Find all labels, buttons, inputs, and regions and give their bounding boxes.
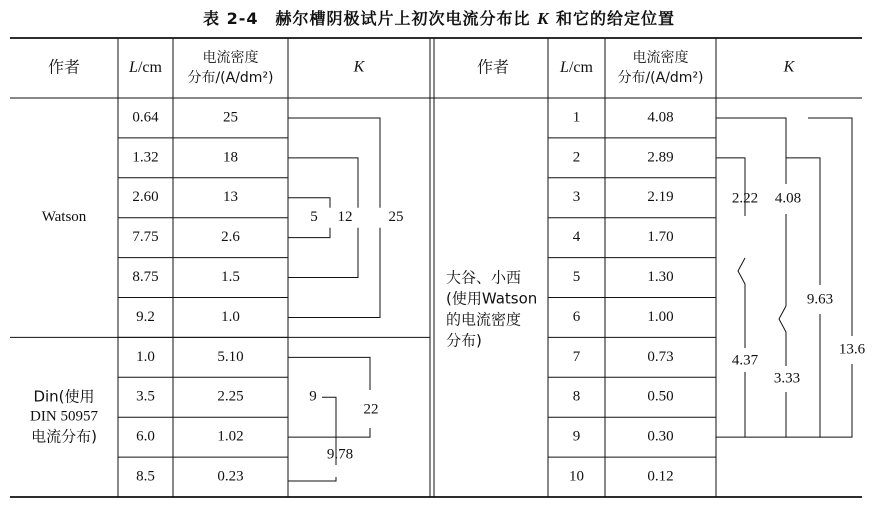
k-label: 9 bbox=[309, 388, 317, 405]
length-value: 1.32 bbox=[132, 149, 159, 166]
author-name: Watson bbox=[41, 209, 87, 226]
k-label: 4.08 bbox=[774, 190, 802, 207]
density-value: 2.19 bbox=[647, 189, 674, 206]
density-value: 1.5 bbox=[221, 268, 240, 285]
bracket-line bbox=[288, 228, 330, 238]
length-value: 2.60 bbox=[132, 189, 159, 206]
header-density-unit: 分布/(A/dm²) bbox=[617, 70, 704, 86]
length-value: 10 bbox=[569, 468, 584, 485]
length-value: 6 bbox=[572, 308, 581, 325]
k-label: 9.78 bbox=[326, 446, 354, 463]
density-value: 0.73 bbox=[647, 348, 674, 365]
header-length: L/cm bbox=[129, 58, 162, 76]
header-density: 电流密度 bbox=[202, 50, 259, 66]
bracket-line bbox=[288, 428, 370, 437]
density-value: 1.30 bbox=[647, 268, 674, 285]
density-value: 1.02 bbox=[217, 428, 244, 445]
k-label: 22 bbox=[363, 401, 379, 418]
header-k: K bbox=[783, 58, 795, 76]
density-value: 2.89 bbox=[647, 149, 674, 166]
density-value: 1.0 bbox=[221, 308, 240, 325]
bracket-line bbox=[779, 214, 786, 366]
author-name: 电流分布) bbox=[31, 427, 97, 446]
title-prefix: 表 2-4 赫尔槽阴极试片上初次电流分布比 bbox=[203, 9, 538, 28]
bracket-line bbox=[716, 372, 745, 437]
header-k: K bbox=[353, 58, 365, 76]
header-density-unit: 分布/(A/dm²) bbox=[187, 70, 274, 86]
length-value: 7 bbox=[572, 348, 581, 365]
bracket-line bbox=[716, 158, 745, 216]
bracket-line bbox=[716, 118, 786, 184]
header-author: 作者 bbox=[47, 57, 81, 77]
length-value: 9.2 bbox=[136, 308, 155, 325]
bracket-line bbox=[820, 364, 852, 437]
length-value: 9 bbox=[572, 428, 581, 445]
density-value: 2.25 bbox=[217, 388, 244, 405]
length-value: 8.75 bbox=[132, 268, 159, 285]
length-value: 5 bbox=[572, 268, 581, 285]
density-value: 0.12 bbox=[647, 468, 674, 485]
k-ratio-brackets bbox=[288, 118, 866, 481]
header-author: 作者 bbox=[476, 57, 510, 77]
bracket-line bbox=[738, 258, 745, 348]
length-value: 8.5 bbox=[136, 468, 155, 485]
author-name: (使用Watson bbox=[446, 289, 538, 308]
author-name: DIN 50957 bbox=[30, 408, 98, 425]
bracket-line bbox=[786, 158, 820, 285]
bracket-line bbox=[288, 198, 330, 208]
length-value: 6.0 bbox=[136, 428, 155, 445]
k-label: 2.22 bbox=[731, 190, 759, 207]
k-label: 9.63 bbox=[806, 291, 834, 308]
density-value: 5.10 bbox=[217, 348, 244, 365]
length-value: 3.5 bbox=[136, 388, 155, 405]
bracket-line bbox=[288, 118, 380, 208]
length-value: 8 bbox=[572, 388, 581, 405]
table-cells bbox=[30, 49, 796, 484]
length-value: 1.0 bbox=[136, 348, 155, 365]
author-name: 大谷、小西 bbox=[446, 268, 522, 287]
bracket-line bbox=[288, 228, 380, 318]
density-value: 1.70 bbox=[647, 229, 674, 246]
bracket-line bbox=[288, 357, 370, 390]
k-label: 25 bbox=[388, 209, 404, 226]
k-label: 3.33 bbox=[773, 370, 801, 387]
title-k-variable: K bbox=[537, 9, 550, 28]
density-value: 2.6 bbox=[221, 229, 240, 246]
k-label: 4.37 bbox=[731, 352, 759, 369]
author-name: Din(使用 bbox=[33, 387, 95, 406]
k-label: 13.6 bbox=[838, 341, 866, 358]
density-value: 0.30 bbox=[647, 428, 674, 445]
density-value: 13 bbox=[223, 189, 238, 206]
length-value: 2 bbox=[572, 149, 581, 166]
k-label: 12 bbox=[337, 209, 353, 226]
density-value: 25 bbox=[223, 109, 238, 126]
author-name: 的电流密度 bbox=[446, 310, 522, 329]
header-density: 电流密度 bbox=[632, 50, 689, 66]
bracket-line bbox=[288, 228, 358, 278]
bracket-line bbox=[288, 158, 358, 208]
density-value: 4.08 bbox=[647, 109, 674, 126]
author-name: 分布) bbox=[446, 331, 482, 350]
k-label: 5 bbox=[310, 209, 318, 226]
length-value: 1 bbox=[572, 109, 581, 126]
length-value: 0.64 bbox=[132, 109, 159, 126]
length-value: 3 bbox=[572, 189, 581, 206]
length-value: 7.75 bbox=[132, 229, 159, 246]
title-suffix: 和它的给定位置 bbox=[549, 9, 675, 28]
density-value: 0.50 bbox=[647, 388, 674, 405]
header-length: L/cm bbox=[560, 58, 593, 76]
density-value: 18 bbox=[223, 149, 238, 166]
density-value: 0.23 bbox=[217, 468, 244, 485]
length-value: 4 bbox=[572, 229, 581, 246]
density-value: 1.00 bbox=[647, 308, 674, 325]
bracket-line bbox=[288, 477, 336, 481]
